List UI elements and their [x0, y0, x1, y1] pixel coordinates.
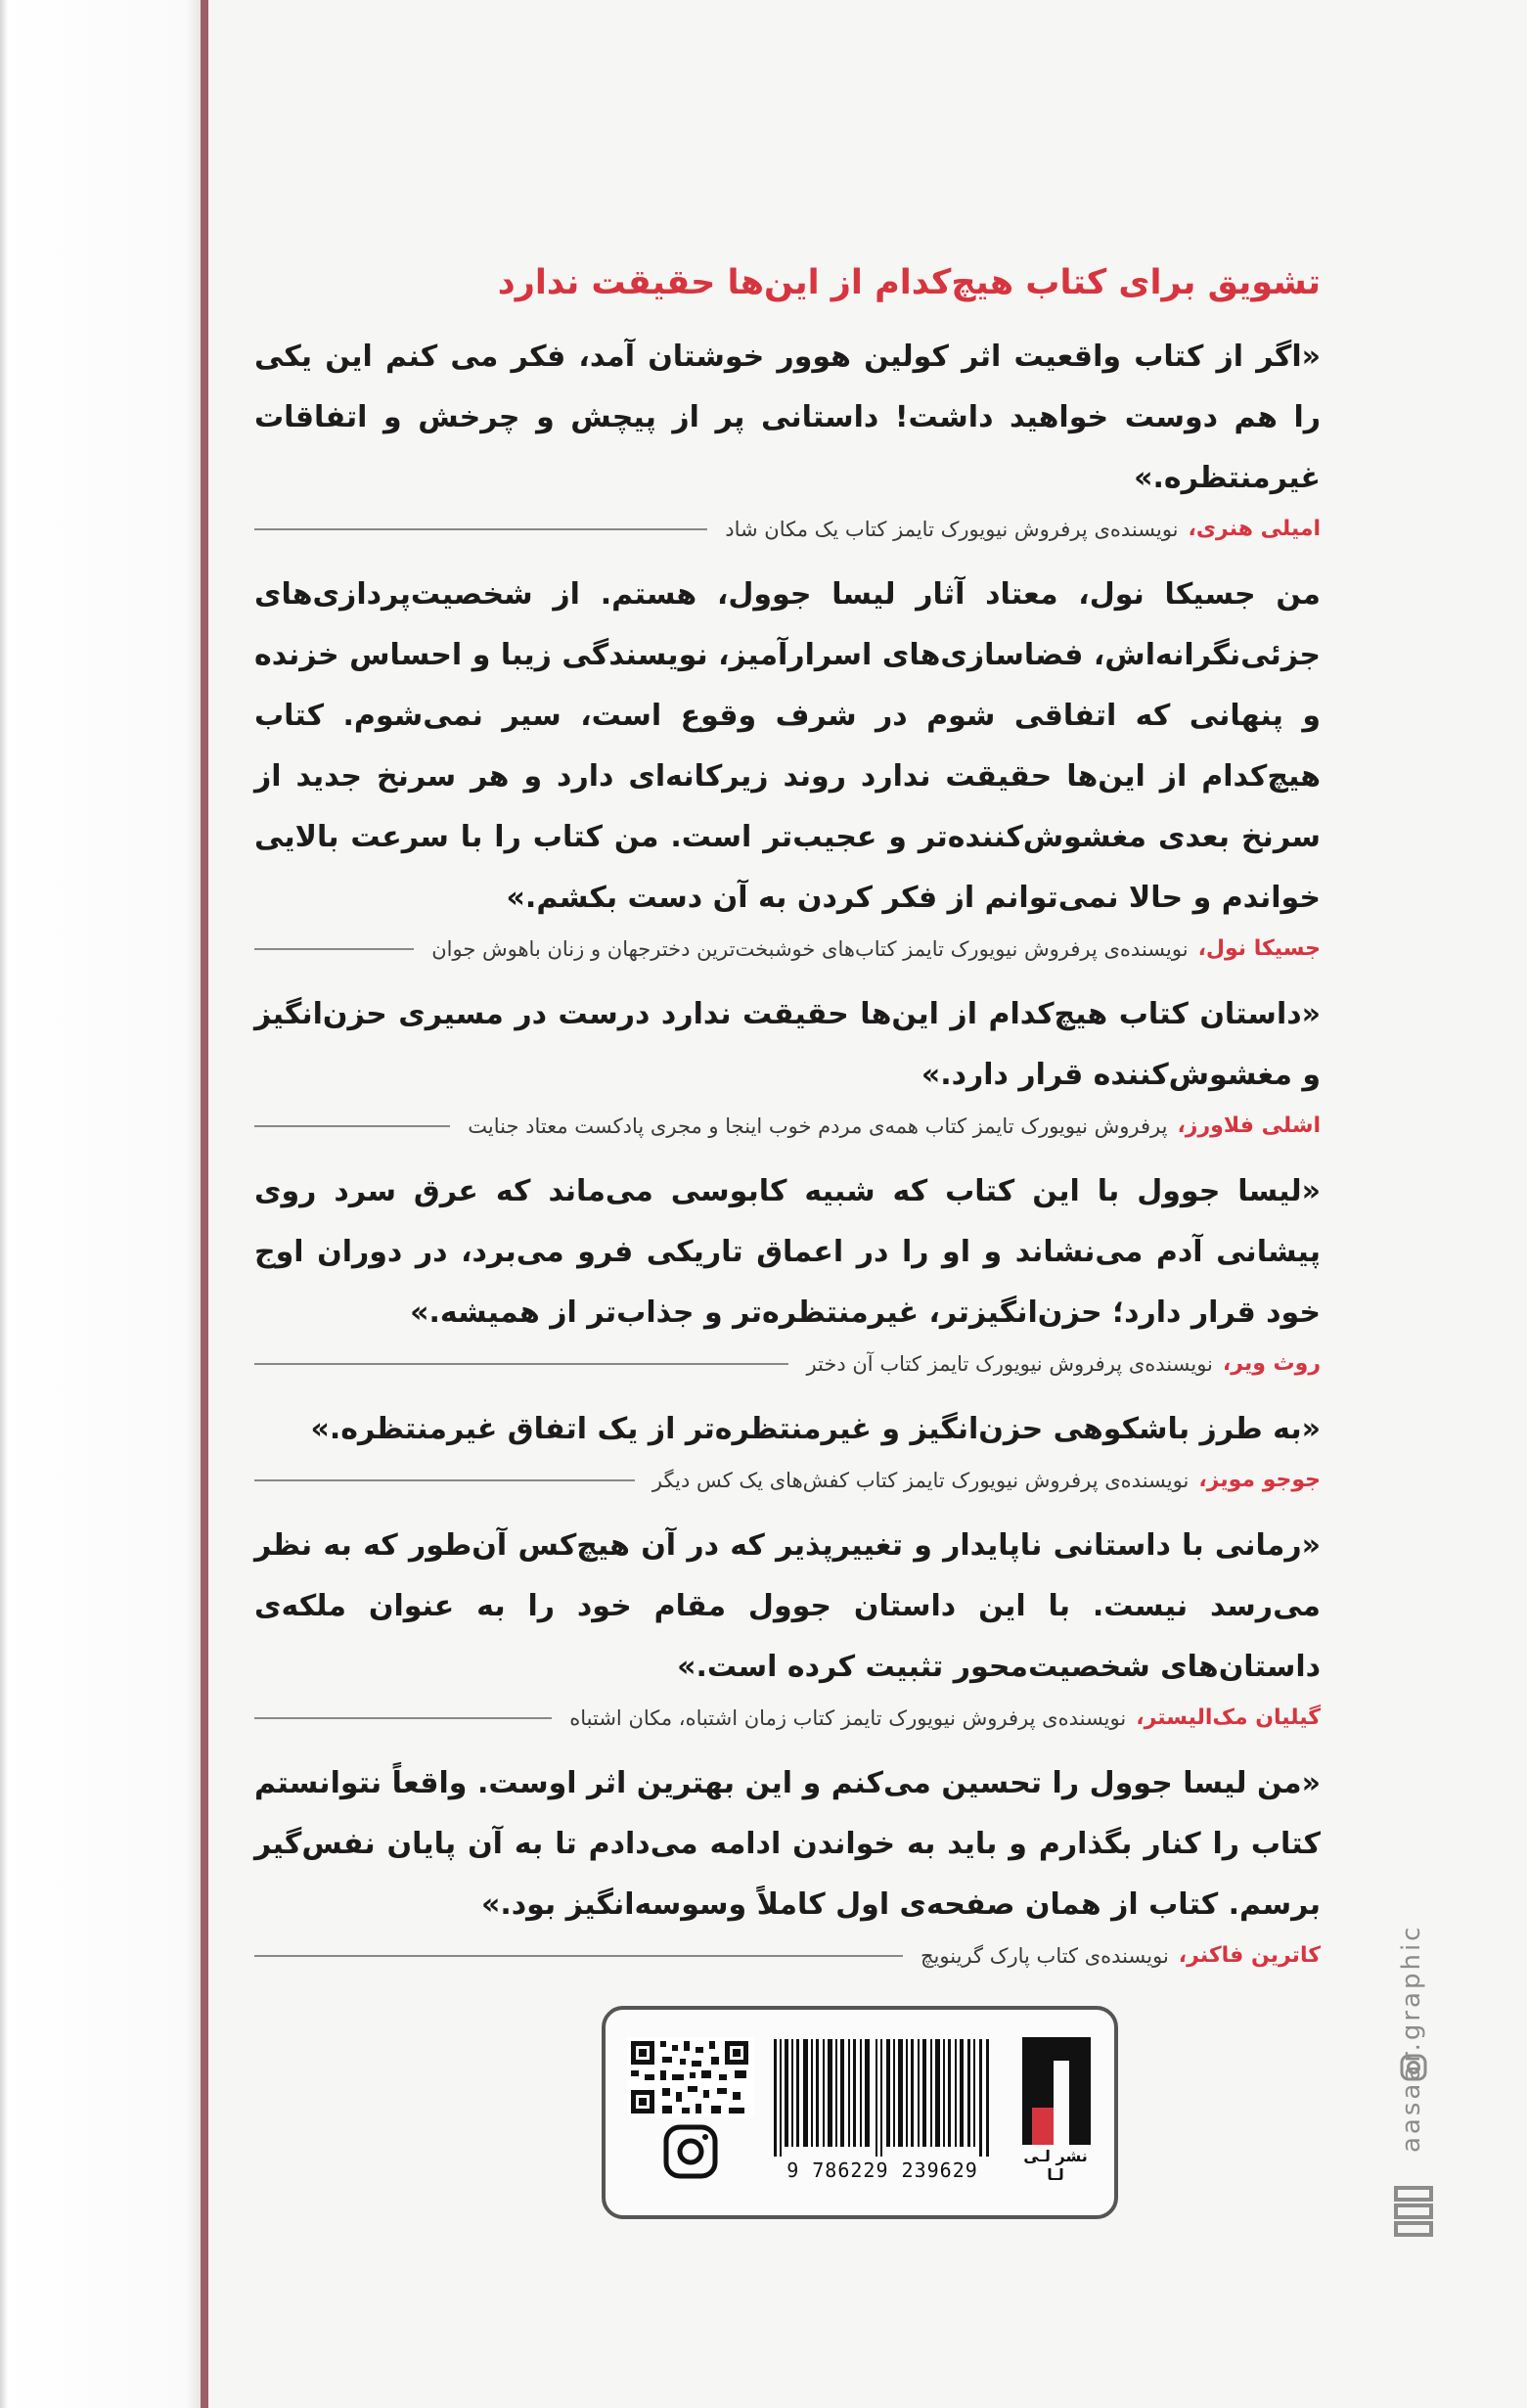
blurb-attribution	[254, 1468, 1321, 1492]
blurb-quote: «داستان کتاب هیچ‌کدام از این‌ها حقیقت ندارد درست در مسیری حزن‌انگیز و مغشوش‌کننده قرار دارد.»	[254, 997, 1321, 1092]
spine-color-stripe	[201, 0, 208, 2408]
blurb-author: جوجو مویز،	[1198, 1468, 1321, 1492]
publisher-logo	[1018, 2037, 1095, 2145]
blurb-quote: «اگر از کتاب واقعیت اثر کولین هوور خوشتان آمد، فکر می کنم این یکی را هم دوست خواهید داشت! داستانی پر از پیچش و چرخش و اتفاقات غیرمنتظره.»	[254, 340, 1321, 495]
blurb-attribution	[254, 936, 1321, 961]
blurb-author: کاترین فاکنر،	[1178, 1943, 1321, 1968]
blurb-author: جسیکا نول،	[1197, 936, 1321, 961]
blurb-attribution	[254, 1943, 1321, 1968]
isbn-number: 9 786229 239629	[786, 2158, 978, 2182]
blurb-quote: من جسیکا نول، معتاد آثار لیسا جوول، هستم. از شخصیت‌پردازی‌های جزئی‌نگرانه‌اش، فضاسازی‌های اسرارآمیز، نویسندگی زیبا و احساس خزنده و پنهانی که اتفاقی شوم در شرف وقوع است، سیر نمی‌شوم. کتاب هیچ‌کدام از این‌ها حقیقت ندارد روند زیرکانه‌ای دارد و هر سرنخ جدید از سرنخ بعدی مغشوش‌کننده‌تر و عجیب‌تر است. من کتاب را با سرعت بالایی خواندم و حالا نمی‌توانم از فکر کردن به آن دست بکشم.»	[254, 577, 1321, 915]
barcode	[770, 2039, 995, 2157]
blurb-attribution	[254, 1113, 1321, 1138]
blurb-author: گیلیان مک‌الیستر،	[1136, 1705, 1321, 1730]
blurb-attribution	[254, 517, 1321, 541]
attribution-rule	[254, 1479, 635, 1481]
spine-band	[0, 0, 201, 2408]
blurb-quote: «لیسا جوول با این کتاب که شبیه کابوسی می‌ماند که عرق سرد روی پیشانی آدم می‌نشاند و او را در اعماق تاریکی فرو می‌برد، در دوران اوج خود قرار دارد؛ حزن‌انگیزتر، غیرمنتظره‌تر و جذاب‌تر از همیشه.»	[254, 1174, 1321, 1330]
designer-logo	[1392, 2182, 1435, 2241]
attribution-rule	[254, 948, 414, 950]
blurb-quote: «رمانی با داستانی ناپایدار و تغییرپذیر که در آن هیچ‌کس آن‌طور که به نظر می‌رسد نیست. با این داستان جوول مقام خود را به عنوان ملکه‌ی داستان‌های شخصیت‌محور تثبیت کرده است.»	[254, 1528, 1321, 1684]
blurb-author-description: نویسنده‌ی پرفروش نیویورک تایمز کتاب‌های خوشبخت‌ترین دخترجهان و زنان باهوش جوان	[431, 936, 1189, 961]
attribution-rule	[254, 1363, 788, 1365]
blurb-author: روث ویر،	[1222, 1351, 1321, 1376]
designer-credit: aasaar.graphic	[1397, 1924, 1426, 2153]
blurb-author-description: پرفروش نیویورک تایمز کتاب همه‌ی مردم خوب اینجا و مجری پادکست معتاد جنایت	[468, 1113, 1168, 1138]
blurb-section-title: تشویق برای کتاب هیچ‌کدام از این‌ها حقیقت ندارد	[497, 263, 1321, 302]
blurb-attribution	[254, 1351, 1321, 1376]
attribution-rule	[254, 1125, 450, 1127]
attribution-rule	[254, 1717, 552, 1719]
attribution-rule	[254, 528, 707, 530]
blurb-author-description: نویسنده‌ی پرفروش نیویورک تایمز کتاب آن دختر	[806, 1351, 1213, 1376]
attribution-rule	[254, 1955, 903, 1957]
blurb-author-description: نویسنده‌ی پرفروش نیویورک تایمز کتاب زمان اشتباه، مکان اشتباه	[569, 1705, 1127, 1730]
blurb-quote: «من لیسا جوول را تحسین می‌کنم و این بهترین اثر اوست. واقعاً نتوانستم کتاب را کنار بگذارم و باید به خواندن ادامه می‌دادم تا به آن پایان نفس‌گیر برسم. کتاب از همان صفحه‌ی اول کاملاً وسوسه‌انگیز بود.»	[254, 1766, 1321, 1922]
blurb-quote: «به طرز باشکوهی حزن‌انگیز و غیرمنتظره‌تر از یک اتفاق غیرمنتظره.»	[310, 1412, 1321, 1446]
spine-shadow	[0, 0, 8, 2408]
blurb-author: امیلی هنری،	[1188, 517, 1321, 541]
blurb-author-description: نویسنده‌ی کتاب پارک گرینویچ	[921, 1943, 1169, 1968]
blurb-author-description: نویسنده‌ی پرفروش نیویورک تایمز کتاب کفش‌های یک کس دیگر	[651, 1468, 1190, 1492]
publisher-name: نشر لـی لـا	[1023, 2147, 1088, 2184]
blurb-author: اشلی فلاورز،	[1177, 1113, 1321, 1138]
qr-code-icon	[627, 2037, 754, 2179]
back-cover-text	[254, 262, 1321, 1991]
blurb-attribution	[254, 1705, 1321, 1730]
blurb-author-description: نویسنده‌ی پرفروش نیویورک تایمز کتاب یک مکان شاد	[725, 517, 1179, 541]
barcode-panel	[602, 2006, 1118, 2219]
